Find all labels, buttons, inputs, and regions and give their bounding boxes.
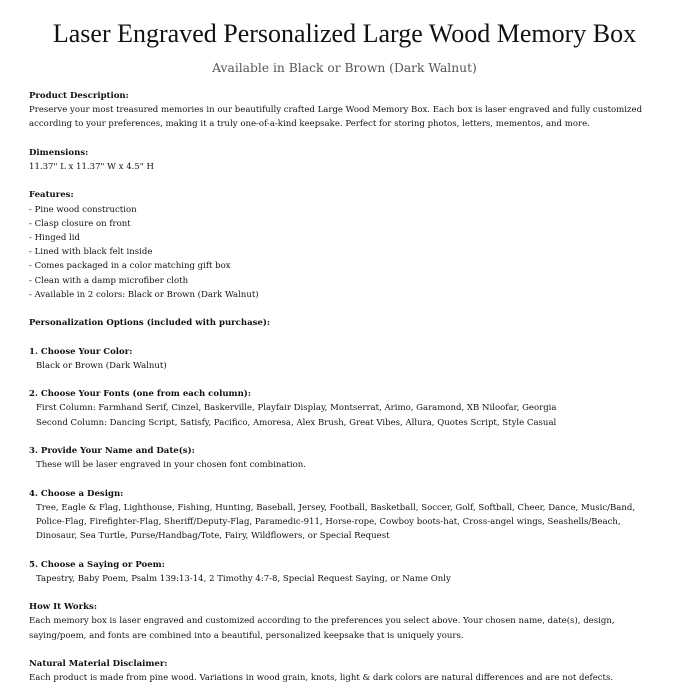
how-it-works-text: Each memory box is laser engraved and customized according to the preferences you select above. Your chosen name, date(s), design, saying/poem, and fonts are combined into a beautiful, personalized keepsake that is uniquely yours. [29,616,615,641]
feature-item: - Lined with black felt inside [29,247,153,258]
description-section [29,89,660,132]
step-design-text: Tree, Eagle & Flag, Lighthouse, Fishing, Hunting, Baseball, Jersey, Football, Basketball, Soccer, Golf, Softball, Cheer, Dance, Music/Band, Police-Flag, Firefighter-Flag, Sheriff/Deputy-Flag, Paramedic-911, Horse-rope, Cowboy boots-hat, Cross-angel wings, Seashells/Beach, Dinosaur, Sea Turtle, Purse/Handbag/Tote, Fairy, Wildflowers, or Special Request [36,502,636,542]
features-heading: Features: [29,190,74,201]
feature-item: - Hinged lid [29,233,80,243]
step-name-heading: 3. Provide Your Name and Date(s): [29,445,195,456]
step-design-section [29,487,660,544]
how-it-works-heading: How It Works: [29,602,98,613]
step-saying-section [29,558,660,586]
feature-item: - Clasp closure on front [29,218,131,229]
description-heading: Product Description: [29,91,129,101]
description-text: Preserve your most treasured memories in our beautifully crafted Large Wood Memory Box. Each box is laser engraved and fully customized according to your preferences, making it a truly one-of-a-kind keepsake. Perfect for storing photos, letters, mementos, and more. [29,105,643,130]
features-section [29,188,660,302]
step-color-heading: 1. Choose Your Color: [29,346,133,357]
feature-item: - Comes packaged in a color matching gift box [29,261,231,272]
fonts-second-column: Second Column: Dancing Script, Satisfy, Pacifico, Amoresa, Alex Brush, Great Vibes, Allura, Quotes Script, Style Casual [36,417,557,428]
fonts-first-column: First Column: Farmhand Serif, Cinzel, Baskerville, Playfair Display, Montserrat, Arimo, Garamond, XB Niloofar, Georgia [36,403,557,414]
step-name-section [29,444,660,472]
dimensions-section [29,146,660,174]
listing-content [29,89,660,685]
how-it-works-section [29,600,660,643]
step-color-text: Black or Brown (Dark Walnut) [36,360,167,371]
feature-item: - Clean with a damp microfiber cloth [29,275,189,286]
disclaimer-section [29,657,660,685]
page-subtitle: Available in Black or Brown (Dark Walnut) [212,61,477,75]
disclaimer-text: Each product is made from pine wood. Variations in wood grain, knots, light & dark colors are natural differences and are not defects. [29,673,614,684]
step-name-text: These will be laser engraved in your chosen font combination. [36,460,306,471]
dimensions-text: 11.37" L x 11.37" W x 4.5" H [29,162,154,172]
step-fonts-section [29,387,660,430]
disclaimer-heading: Natural Material Disclaimer: [29,658,168,669]
step-design-heading: 4. Choose a Design: [29,488,124,499]
personalization-section [29,316,660,330]
step-fonts-heading: 2. Choose Your Fonts (one from each column): [29,389,252,400]
feature-item: - Pine wood construction [29,204,137,215]
dimensions-heading: Dimensions: [29,147,89,158]
page-title: Laser Engraved Personalized Large Wood Memory Box [52,19,637,48]
step-saying-text: Tapestry, Baby Poem, Psalm 139:13-14, 2 Timothy 4:7-8, Special Request Saying, or Name Only [36,573,451,584]
step-saying-heading: 5. Choose a Saying or Poem: [29,559,165,570]
step-color-section [29,345,660,373]
feature-item: - Available in 2 colors: Black or Brown (Dark Walnut) [29,289,259,300]
personalization-heading: Personalization Options (included with purchase): [29,318,271,329]
